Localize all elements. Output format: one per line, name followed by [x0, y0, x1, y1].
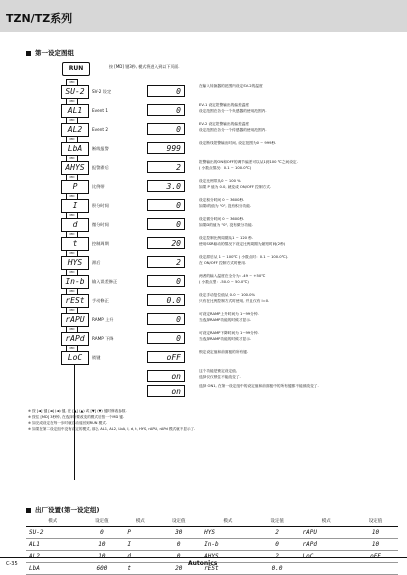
table-header-cell: 设定值 [79, 516, 124, 527]
param-name: 滞后 [92, 260, 101, 265]
lock-option-value: on [147, 385, 185, 397]
description-line: 设定积分时间 0 ~ 3600秒. [199, 198, 245, 202]
description-line: 设定比例带从0 ~ 100 % [199, 179, 241, 183]
value-cell: 600 [79, 563, 124, 575]
md-key-icon: MD [66, 193, 78, 200]
param-description [199, 255, 404, 266]
param-name: Event 1 [92, 108, 108, 113]
md-key-icon: MD [66, 79, 78, 86]
param-code: P [61, 180, 89, 194]
description-line: ( 小数点情况：0.1 ~ 100.0℃) [199, 165, 252, 170]
md-key-icon: MD [66, 117, 78, 124]
param-value: oFF [147, 351, 185, 363]
description-line: EV-2 设定报警输出的偏差温度 [199, 122, 250, 126]
param-code: LbA [61, 142, 89, 156]
table-header-row [26, 516, 398, 527]
md-key-icon: MD [66, 345, 78, 352]
footer-divider [0, 557, 407, 558]
param-description [199, 122, 404, 133]
description-line: 如果 P 值为 0.0, 就变成 ON/OFF 控制方式. [199, 184, 272, 189]
description-line: 当选择RAMP功能的时候才显示. [199, 317, 252, 322]
mode-cell: I [124, 539, 156, 551]
section1-title-row [26, 48, 74, 57]
description-line: 设定微分时间 0 ~ 3600秒. [199, 217, 245, 221]
description-line: 选择仅仅锁住不能改变了. [199, 374, 241, 379]
param-value: 0 [147, 313, 185, 325]
description-line: 在输入转换器的范围内设定SV-2的温度 [199, 84, 263, 88]
md-key-icon: MD [66, 307, 78, 314]
value-cell: 10 [353, 527, 398, 539]
value-cell: 0 [79, 527, 124, 539]
description-line: 设定断线报警输出时间, 设定范围为0 ~ 999秒. [199, 141, 277, 145]
param-code: rAPd [61, 332, 89, 346]
mode-cell: rESt [201, 563, 254, 575]
mode-cell: HYS [201, 527, 254, 539]
description-line: 设定滞后从 1 ~ 100℃ ( 小数点时：0.1 ~ 100.0℃). [199, 255, 289, 259]
description-line: 选择 ON1, 在第一设定组中的设定值和前面板中的所有键都不能被改变了. [199, 384, 319, 388]
table-header-cell: 模式 [124, 516, 156, 527]
mode-cell [300, 563, 353, 575]
mode-cell: rAPd [300, 539, 353, 551]
description-line: 报警输出的ON和OFF的调节偏差可以从1到100 ℃之间设定. [199, 160, 298, 164]
param-description [199, 84, 404, 90]
table-row [26, 539, 398, 551]
param-description [199, 198, 404, 209]
description-line: 这个功能是锁定设定值, [199, 369, 238, 373]
run-description: 按 [MD] 键3秒, 模式将进入到以下页面. [109, 64, 180, 69]
mode-cell: P [124, 527, 156, 539]
table-header-cell: 设定值 [255, 516, 300, 527]
param-name: SV-2 设定 [92, 89, 112, 94]
value-cell: 10 [79, 539, 124, 551]
md-key-icon: MD [66, 155, 78, 162]
lock-option-description [199, 384, 404, 390]
table-body [26, 527, 398, 575]
md-key-icon: MD [66, 288, 78, 295]
param-code: AL2 [61, 123, 89, 137]
mode-cell: rAPU [300, 527, 353, 539]
param-name: 比例带 [92, 184, 105, 189]
param-description [199, 236, 404, 247]
lock-option-description [199, 369, 404, 380]
md-key-icon: MD [66, 98, 78, 105]
section2-title: 出厂设置(第一设定组) [35, 506, 100, 514]
md-key-icon: MD [66, 136, 78, 143]
param-value: 0 [147, 218, 185, 230]
description-line: 可设定RAMP下降时间为 1~99分钟. [199, 331, 259, 335]
param-code: I [61, 199, 89, 213]
note-line: ※ 如果在第二设定组中没有设定的模式, 那么 AL1, AL2, LbA, I, d, t, HYS, rAPU, rAPd 模式就不显示了. [28, 427, 196, 431]
page-title: TZN/TZ系列 [6, 12, 73, 25]
note-line: ※ 如完成设定在每一步时就自动返回到RUN 模式. [28, 421, 107, 425]
param-code: HYS [61, 256, 89, 270]
param-value: 0.0 [147, 294, 185, 306]
value-cell [353, 563, 398, 575]
param-name: 锁键 [92, 355, 101, 360]
param-value: 3.0 [147, 180, 185, 192]
param-code: SU-2 [61, 85, 89, 99]
md-key-icon: MD [66, 212, 78, 219]
table-header-cell: 模式 [300, 516, 353, 527]
param-value: 2 [147, 256, 185, 268]
param-code: t [61, 237, 89, 251]
run-mode-box: RUN [62, 62, 90, 76]
description-line: ( 小数点型：-50.0 ~ 50.0℃) [199, 279, 249, 284]
param-code: AHYS [61, 161, 89, 175]
param-value: 0 [147, 199, 185, 211]
description-line: 如果D的值为 "0", 没有微分功能. [199, 222, 253, 227]
param-description [199, 179, 404, 190]
param-name: 积分时间 [92, 203, 109, 208]
bullet-square-icon [26, 508, 31, 513]
param-description [199, 160, 404, 171]
param-code: rESt [61, 294, 89, 308]
md-key-icon: MD [66, 231, 78, 238]
page-number: C-35 [6, 561, 18, 567]
param-value: 0 [147, 332, 185, 344]
table-header-cell: 设定值 [353, 516, 398, 527]
note-line: ※ 按住 [MD] 3秒钟, 在选择所要改变的模式后按一个MD 键. [28, 415, 125, 419]
value-cell: 0 [156, 539, 201, 551]
param-name: 输入误差修正 [92, 279, 118, 284]
value-cell: 30 [156, 527, 201, 539]
description-line: 设定范围在各分一个传感器的使用范围内. [199, 127, 267, 132]
param-description [199, 141, 404, 147]
param-name: 手动修正 [92, 298, 109, 303]
param-code: AL1 [61, 104, 89, 118]
param-description [199, 103, 404, 114]
description-line: 设定手动复位值从 0.0 ~ 100.0% [199, 293, 256, 297]
description-line: 设定范围在各分一个负感器的使用范围内. [199, 108, 267, 113]
param-code: rAPU [61, 313, 89, 327]
md-key-icon: MD [66, 250, 78, 257]
description-line: 只有在比例控制方式时使用, 并且仅有 I=0. [199, 298, 270, 303]
param-code: In-b [61, 275, 89, 289]
param-name: 控制周期 [92, 241, 109, 246]
description-line: 使用SSR驱动的情况下设定比例周期为最短时间(2秒) [199, 241, 286, 246]
param-name: RAMP 上升 [92, 317, 114, 322]
description-line: 锁定设定值和前面板的所有键. [199, 350, 249, 354]
param-value: 999 [147, 142, 185, 154]
param-value: 20 [147, 237, 185, 249]
description-line: 设定控制比例周期从1 ~ 120 秒. [199, 236, 254, 240]
param-description [199, 350, 404, 356]
mode-cell: AL1 [26, 539, 79, 551]
md-key-icon: MD [66, 326, 78, 333]
value-cell: 0 [255, 539, 300, 551]
mode-cell: In-b [201, 539, 254, 551]
description-line: 在 ON/OFF 控制方式时使用. [199, 260, 247, 265]
param-value: 0 [147, 85, 185, 97]
description-line: 如果I的值为 "0", 没有积分功能. [199, 203, 252, 208]
param-description [199, 217, 404, 228]
param-name: 报警滞后 [92, 165, 109, 170]
param-name: 断线报警 [92, 146, 109, 151]
param-description [199, 274, 404, 285]
mode-cell: SU-2 [26, 527, 79, 539]
lock-option-value: on [147, 370, 185, 382]
table-header-cell: 模式 [201, 516, 254, 527]
section1-title: 第一设定图组 [35, 49, 74, 57]
description-line: 可设定RAMP上升时间为 1~99分钟. [199, 312, 259, 316]
table-header-cell: 设定值 [156, 516, 201, 527]
param-value: 0 [147, 104, 185, 116]
mode-cell: LbA [26, 563, 79, 575]
value-cell: 2 [255, 527, 300, 539]
param-value: 0 [147, 123, 185, 135]
note-line: ※ 按 [◄] 键 [◄] (◄) 键, 在 [▲] (▲) 或 [▼] (▼) 键时修改参数. [28, 409, 127, 413]
param-description [199, 331, 404, 342]
table-row [26, 527, 398, 539]
md-key-icon: MD [66, 174, 78, 181]
param-name: 微分时间 [92, 222, 109, 227]
description-line: 两者的输入温度在全分为: -49 ~ +50℃ [199, 274, 266, 278]
table-header-cell: 模式 [26, 516, 79, 527]
md-key-icon: MD [66, 269, 78, 276]
description-line: 当选择RAMP功能的时候才显示. [199, 336, 252, 341]
value-cell: 10 [353, 539, 398, 551]
param-name: Event 2 [92, 127, 108, 132]
param-value: 0 [147, 275, 185, 287]
section2-title-row [26, 505, 99, 514]
value-cell: 20 [156, 563, 201, 575]
param-description [199, 293, 404, 304]
param-value: 2 [147, 161, 185, 173]
param-description [199, 312, 404, 323]
param-code: d [61, 218, 89, 232]
brand-logo: Autonics [188, 560, 218, 567]
param-code: LoC [61, 351, 89, 365]
description-line: EV-1 设定报警输出的偏差温度 [199, 103, 250, 107]
bullet-square-icon [26, 51, 31, 56]
param-name: RAMP 下降 [92, 336, 114, 341]
value-cell: 0.0 [255, 563, 300, 575]
mode-cell: t [124, 563, 156, 575]
